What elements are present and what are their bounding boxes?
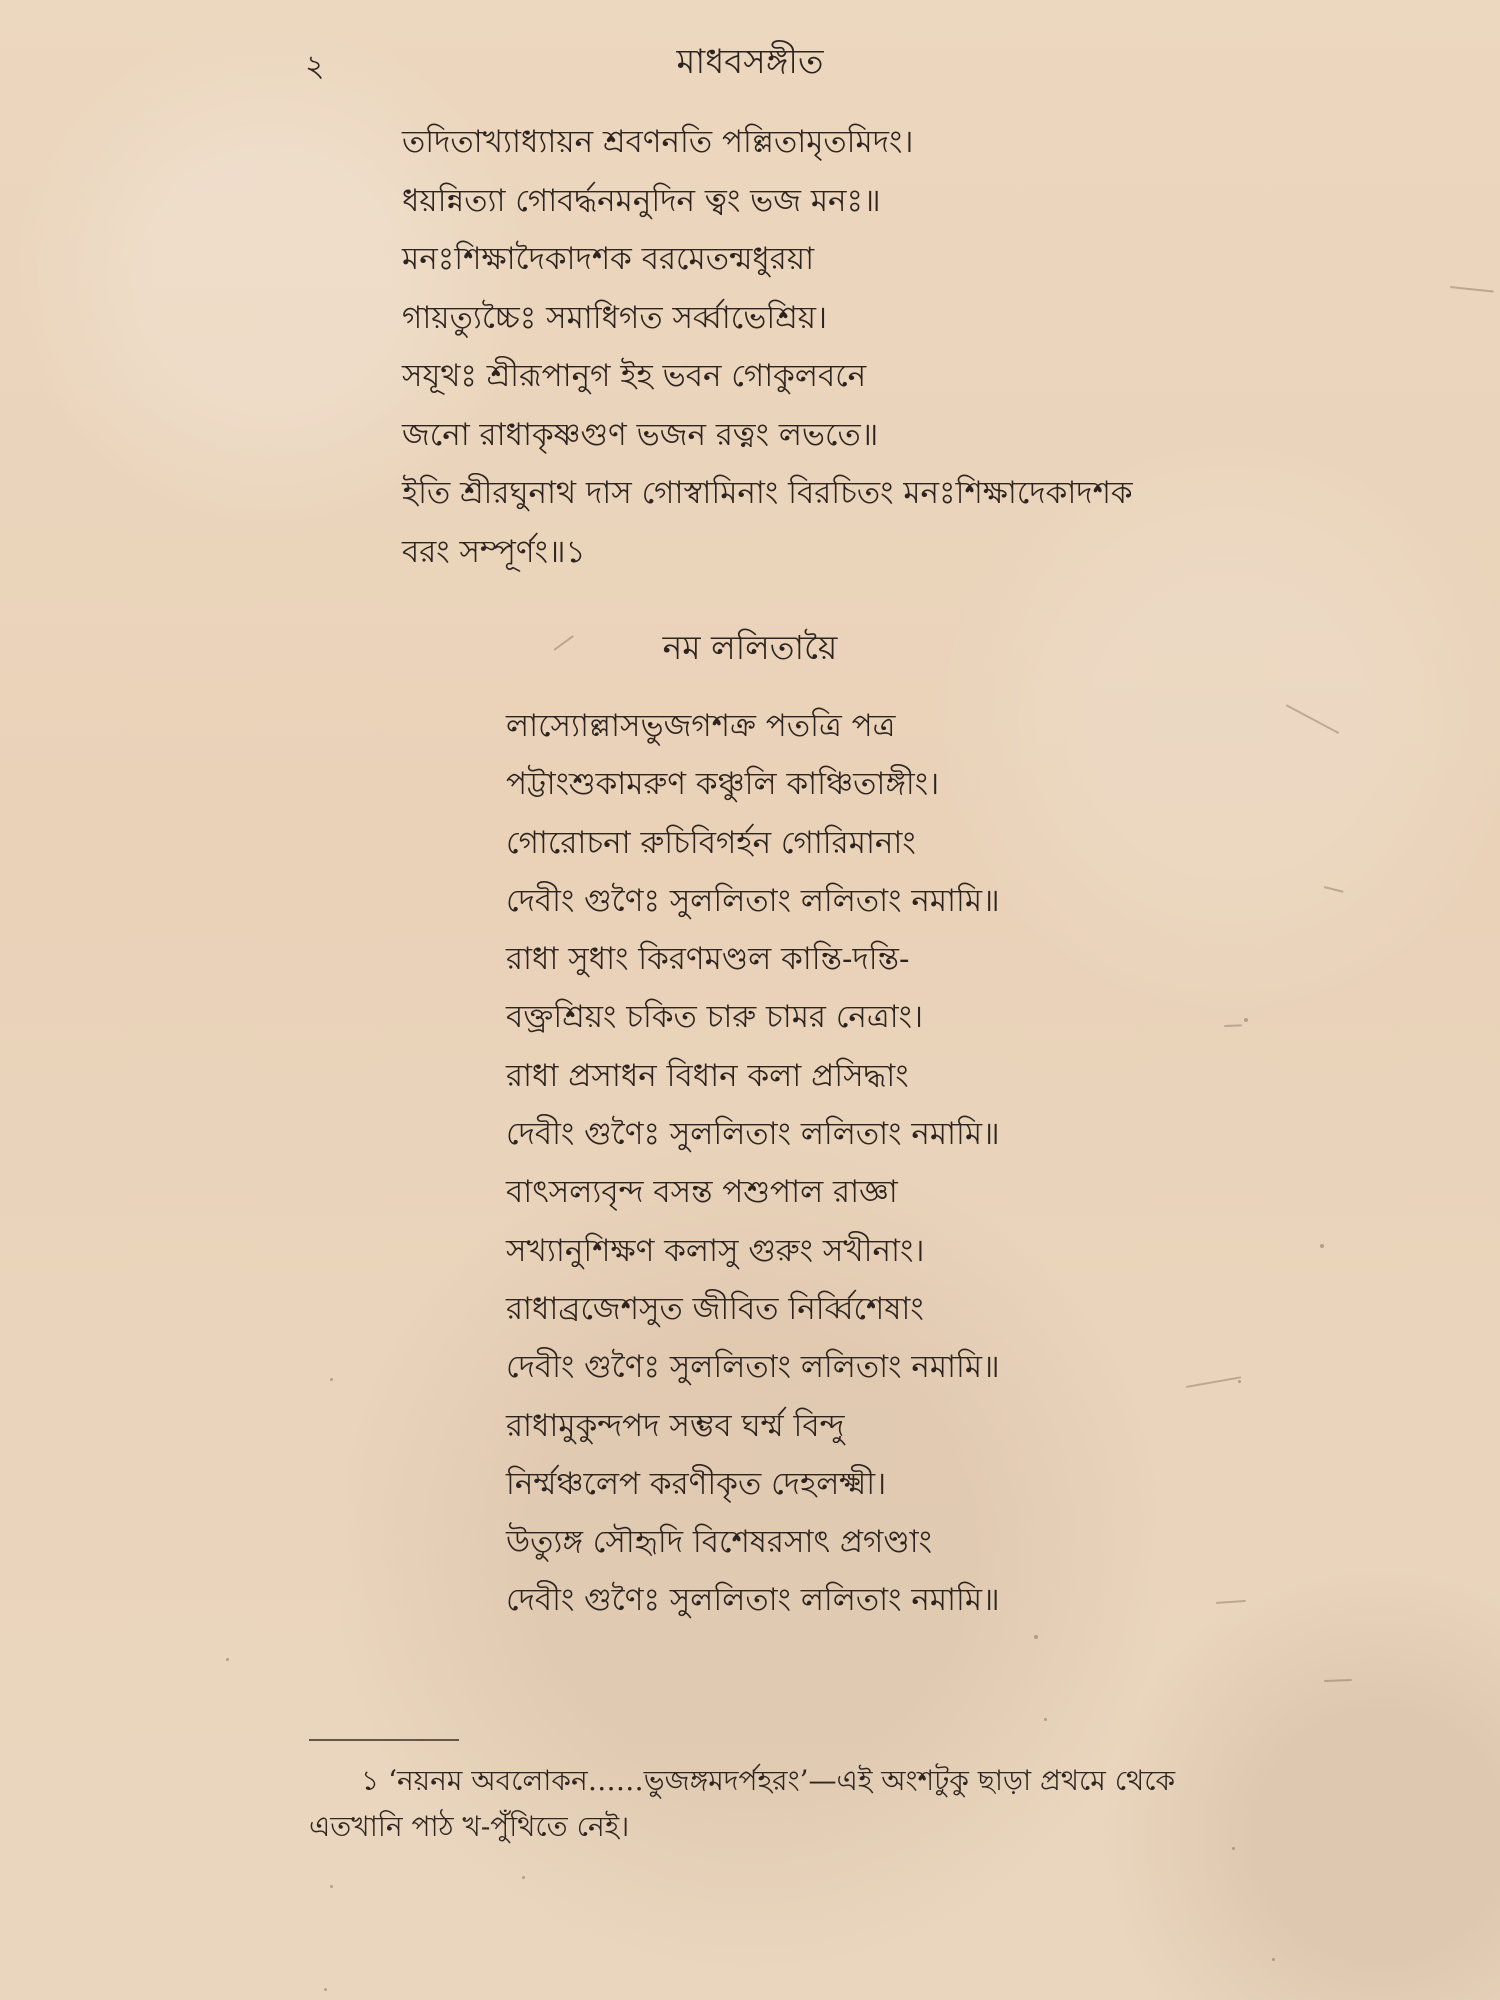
paper-mark (1324, 1679, 1352, 1682)
verse-block-1 (402, 113, 1302, 581)
paper-mark (1044, 1718, 1047, 1721)
paper-mark (1216, 1600, 1246, 1604)
verse-line: বরং সম্পূর্ণং॥১ (402, 533, 586, 570)
verse-line: সখ্যানুশিক্ষণ কলাসু গুরুং সখীনাং। (506, 1232, 925, 1269)
verse-line: গোরোচনা রুচিবিগর্হন গোরিমানাং (506, 824, 916, 861)
verse-line: পট্টাংশুকামরুণ কঞ্চুলি কাঞ্চিতাঙ্গীং। (506, 766, 940, 803)
footnote-block (309, 1758, 1299, 1850)
verse-line: রাধাব্রজেশসুত জীবিত নির্ব্বিশেষাং (506, 1290, 924, 1327)
verse-block-2 (506, 697, 1206, 1630)
paper-mark (226, 1658, 229, 1661)
paper-mark (1450, 286, 1494, 293)
verse-line: দেবীং গুণৈঃ সুললিতাং ললিতাং নমামি॥ (506, 1582, 1000, 1619)
paper-mark (1232, 1847, 1235, 1850)
verse-line: রাধা প্রসাধন বিধান কলা প্রসিদ্ধাং (506, 1057, 909, 1094)
paper-mark (1238, 1380, 1241, 1383)
paper-mark (330, 1378, 333, 1381)
verse-line: সযূথঃ শ্রীরূপানুগ ইহ ভবন গোকুলবনে (402, 358, 867, 394)
verse-line: মনঃশিক্ষাদৈকাদশক বরমেতন্মধুরয়া (402, 241, 815, 277)
section-title: নম ললিতায়ৈ (662, 628, 838, 667)
footnote-line: এতখানি পাঠ খ-পুঁথিতে নেই। (309, 1810, 630, 1843)
paper-mark (1224, 1024, 1242, 1027)
paper-mark (330, 1885, 333, 1888)
paper-mark (1244, 1018, 1248, 1022)
paper-mark (1034, 1635, 1038, 1639)
verse-line: বাৎসল্যবৃন্দ বসন্ত পশুপাল রাজ্ঞা (506, 1174, 898, 1211)
verse-line: তদিতাখ্যাধ্যায়ন শ্রবণনতি পল্লিতামৃতমিদং। (402, 124, 914, 160)
verse-line: ধয়ন্নিত্যা গোবর্দ্ধনমনুদিন ত্বং ভজ মনঃ॥ (402, 182, 881, 219)
paper-mark (522, 1876, 525, 1879)
verse-line: গায়ত্যুচ্চৈঃ সমাধিগত সর্ব্বাভেশ্রিয়। (402, 299, 828, 336)
paper-mark (324, 1988, 327, 1991)
verse-line: রাধামুকুন্দপদ সম্ভব ঘর্ম্ম বিন্দু (506, 1407, 845, 1444)
verse-line: নির্ম্মঞ্চলেপ করণীকৃত দেহলক্ষ্মী। (506, 1465, 887, 1502)
verse-line: রাধা সুধাং কিরণমণ্ডল কান্তি-দন্তি- (506, 941, 910, 978)
paper-mark (1320, 1244, 1324, 1248)
page-number: ২ (305, 49, 325, 84)
paper-mark (1324, 886, 1344, 893)
paper-mark (1272, 1958, 1275, 1961)
page-title: মাধবসঙ্গীত (676, 42, 824, 82)
verse-line: লাস্যোল্লাসভুজগশক্র পতত্রি পত্র (506, 708, 896, 744)
verse-line: উত্যুঙ্গ সৌহৃদি বিশেষরসাৎ প্রগণ্ডাং (506, 1524, 932, 1561)
footnote-line: ১ ‘নয়নম অবলোকন……ভুজঙ্গমদর্পহরং’—এই অংশটুকু ছাড়া প্রথমে থেকে (361, 1764, 1176, 1797)
verse-line: বক্ত্রশ্রিয়ং চকিত চারু চামর নেত্রাং। (506, 999, 924, 1036)
paper-mark (1286, 704, 1340, 734)
verse-line: দেবীং গুণৈঃ সুললিতাং ললিতাং নমামি॥ (506, 1349, 1000, 1386)
verse-line: ইতি শ্রীরঘুনাথ দাস গোস্বামিনাং বিরচিতং মনঃশিক্ষাদেকাদশক (402, 475, 1133, 511)
verse-line: জনো রাধাকৃষ্ণগুণ ভজন রত্নং লভতে॥ (402, 416, 879, 453)
verse-line: দেবীং গুণৈঃ সুললিতাং ললিতাং নমামি॥ (506, 1116, 1000, 1153)
footnote-divider (309, 1739, 459, 1741)
verse-line: দেবীং গুণৈঃ সুললিতাং ললিতাং নমামি॥ (506, 882, 1000, 919)
